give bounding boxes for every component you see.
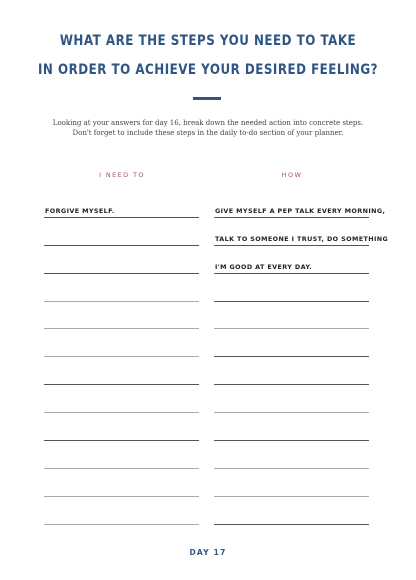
writing-line[interactable] [44,218,199,246]
writing-line[interactable] [214,246,369,274]
page-title-line-1: WHAT ARE THE STEPS YOU NEED TO TAKE [59,33,357,49]
column-header-i-need-to: I NEED TO [99,171,145,179]
writing-line[interactable] [214,190,386,218]
entry-text: I'M GOOD AT EVERY DAY. [215,262,313,271]
writing-line[interactable] [214,385,369,413]
page-footer-day: DAY 17 [189,548,227,557]
writing-line[interactable] [44,274,199,302]
writing-line[interactable] [44,329,199,357]
writing-line[interactable] [214,497,369,525]
writing-line[interactable] [44,190,199,218]
writing-line[interactable] [44,497,199,525]
writing-line[interactable] [44,441,199,469]
writing-line[interactable] [44,357,199,385]
writing-line[interactable] [44,302,199,330]
writing-line[interactable] [214,441,369,469]
writing-line[interactable] [214,218,389,246]
title-divider [193,97,221,100]
writing-line[interactable] [214,274,369,302]
entry-text: GIVE MYSELF A PEP TALK EVERY MORNING, [215,206,386,215]
column-header-how: HOW [281,171,303,179]
writing-line[interactable] [44,246,199,274]
how-column [214,190,389,525]
writing-line[interactable] [214,357,369,385]
writing-line[interactable] [44,469,199,497]
i-need-to-column [44,190,199,525]
writing-line[interactable] [214,329,369,357]
writing-line[interactable] [214,469,369,497]
intro-text-line-2: Don't forget to include these steps in the daily to-do section of your planner. [72,129,344,137]
page-title-line-2: IN ORDER TO ACHIEVE YOUR DESIRED FEELING? [38,62,378,78]
writing-line[interactable] [214,413,369,441]
entry-text: TALK TO SOMEONE I TRUST, DO SOMETHING [215,234,389,243]
writing-line[interactable] [44,385,199,413]
entry-text: FORGIVE MYSELF. [45,206,115,215]
writing-line[interactable] [214,302,369,330]
intro-text-line-1: Looking at your answers for day 16, break down the needed action into concrete steps. [52,119,364,127]
writing-line[interactable] [44,413,199,441]
